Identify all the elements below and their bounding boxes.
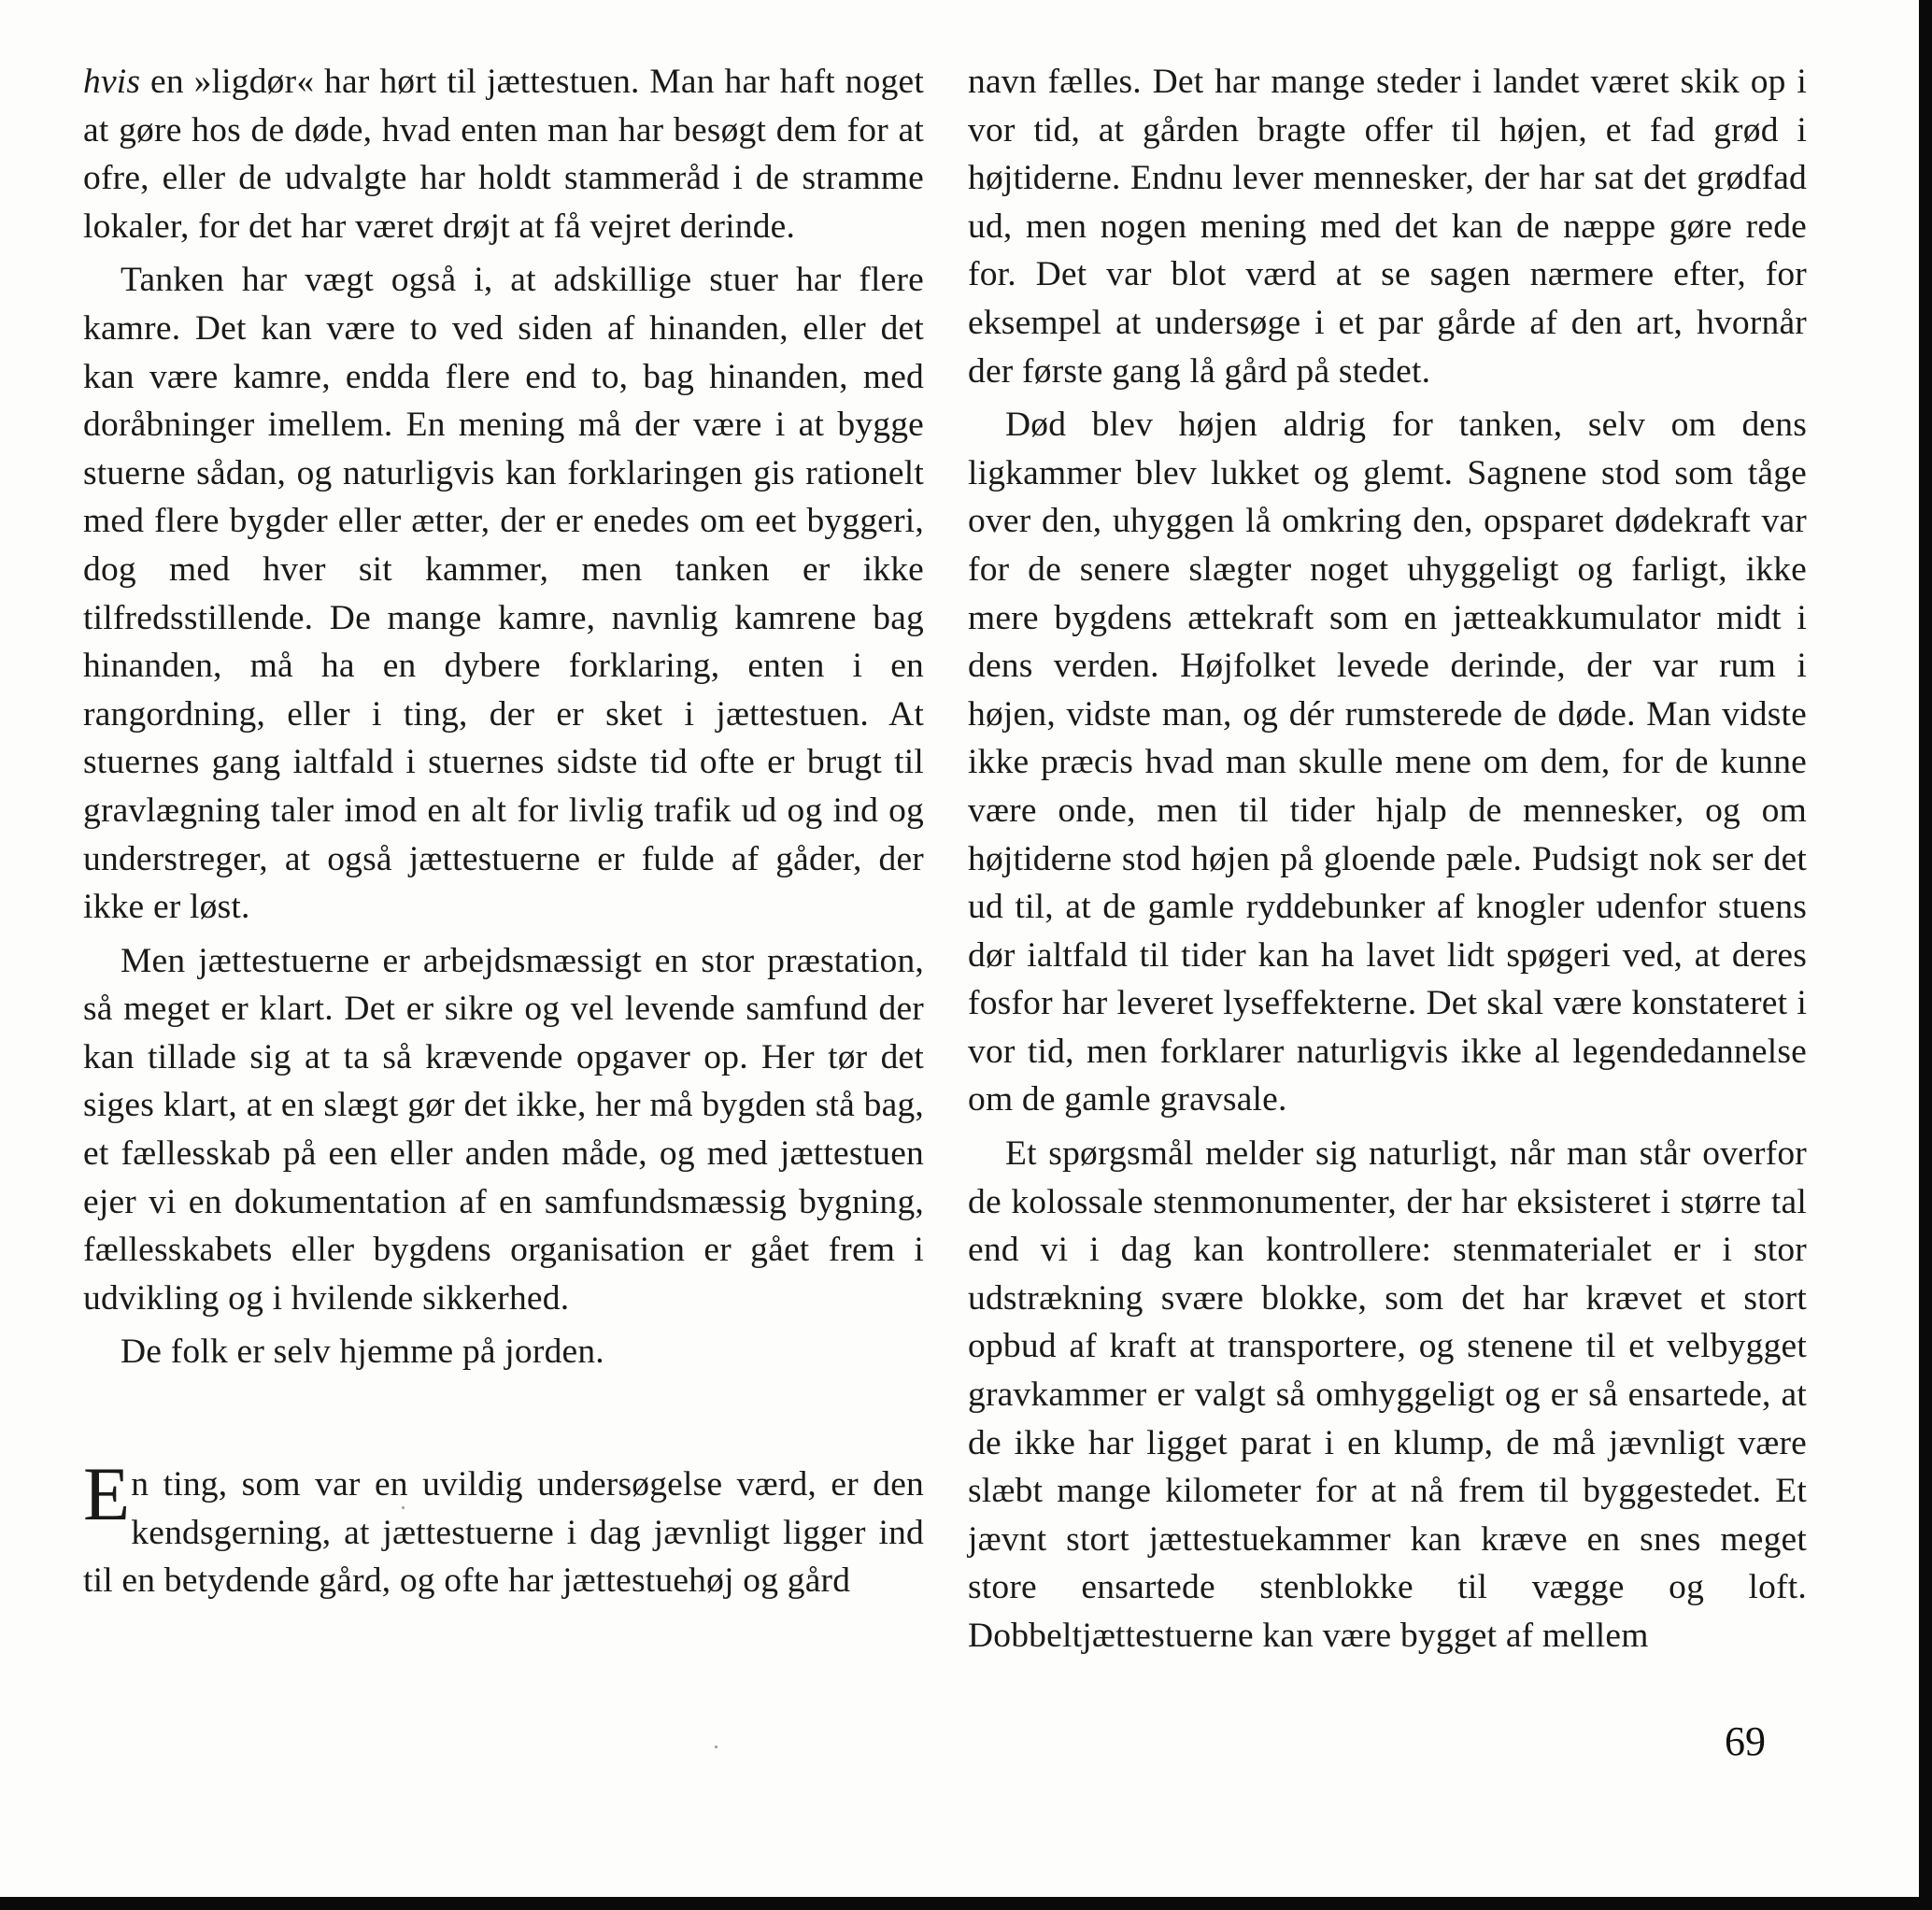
paper-speck [715,1746,717,1748]
paragraph-1-text: en »ligdør« har hørt til jættestuen. Man har haft noget at gøre hos de døde, hvad enten man har besøgt dem for at ofre, eller de udvalgte har holdt stammeråd i de stramme lokaler, for det har været drøjt at få vejret derinde. [83,63,924,246]
paragraph-1 [83,58,924,250]
page-number: 69 [1725,1718,1766,1764]
paragraph-3: Men jættestuerne er arbejdsmæssigt en stor præstation, så meget er klart. Det er sikre og vel levende samfund der kan tillade sig at ta så krævende opgaver op. Her tør det siges klart, at en slægt gør det ikke, her må bygden stå bag, et fællesskab på een eller anden måde, og med jættestuen ejer vi en dokumentation af en samfundsmæssig bygning, fællesskabets eller bygdens organisation er gået frem i udvikling og i hvilende sikkerhed. [83,941,924,1318]
initial-letter: E [83,1451,131,1537]
paragraph-4: De folk er selv hjemme på jorden. [121,1333,604,1372]
left-column [83,58,924,1605]
scan-edge-right [1919,0,1932,1910]
section-opening-paragraph [83,1451,924,1605]
italic-word: hvis [83,63,141,101]
right-column [968,58,1807,1661]
paragraph-7: Et spørgsmål melder sig naturligt, når man står overfor de kolossale stenmonumenter, der har eksisteret i større tal end vi i dag kan kontrollere: stenmaterialet er i stor udstrækning svære blokke, som det har krævet et stort opbud af kraft at transportere, og stenene til et velbygget gravkammer er valgt så omhyggeligt og er så ensartede, at de ikke har ligget parat i en klump, de må jævnligt være slæbt mange kilometer for at nå frem til byggestedet. Et jævnt stort jættestuekammer kan kræve en snes meget store ensartede stenblokke til vægge og loft. Dobbeltjættestuerne kan være bygget af mellem [968,1134,1807,1655]
scan-edge-bottom [0,1897,1932,1910]
section-opening-text: n ting, som var en uvildig undersøgelse værd, er den kendsgerning, at jættestuerne i dag jævnligt ligger ind til en betydende gård, og ofte har jættestuehøj og gård [83,1465,924,1601]
section-break [83,1376,924,1461]
paragraph-2: Tanken har vægt også i, at adskillige stuer har flere kamre. Det kan være to ved siden af hinanden, eller det kan være kamre, endda flere end to, bag hinanden, med doråbninger imellem. En mening må der være i at bygge stuerne sådan, og naturligvis kan forklaringen gis rationelt med flere bygder eller ætter, der er enedes om eet byggeri, dog med hver sit kammer, men tanken er ikke tilfredsstillende. De mange kamre, navnlig kamrene bag hinanden, må ha en dybere forklaring, enten i en rangordning, eller i ting, der er sket i jættestuen. At stuernes gang ialtfald i stuernes sidste tid ofte er brugt til gravlægning taler imod en alt for livlig trafik ud og ind og understreger, at også jættestuerne er fulde af gåder, der ikke er løst. [83,261,924,927]
paragraph-5: navn fælles. Det har mange steder i landet været skik op i vor tid, at gården bragte offer til højen, et fad grød i højtiderne. Endnu lever mennesker, der har sat det grødfad ud, men nogen mening med det kan de næppe gøre rede for. Det var blot værd at se sagen nærmere efter, for eksempel at undersøge i et par gårde af den art, hvornår der første gang lå gård på stedet. [968,63,1807,391]
paper-speck [402,1506,405,1509]
paragraph-6: Død blev højen aldrig for tanken, selv om dens ligkammer blev lukket og glemt. Sagnene stod som tåge over den, uhyggen lå omkring den, opsparet dødekraft var for de senere slægter noget uhyggeligt og farligt, ikke mere bygdens ættekraft som en jætteakkumulator midt i dens verden. Højfolket levede derinde, der var rum i højen, vidste man, og dér rumsterede de døde. Man vidste ikke præcis hvad man skulle mene om dem, for de kunne være onde, men til tider hjalp de mennesker, og om højtiderne stod højen på gloende pæle. Pudsigt nok ser det ud til, at de gamle ryddebunker af knogler udenfor stuens dør ialtfald til tider kan ha lavet lidt spøgeri ved, at deres fosfor har leveret lyseffekterne. Det skal være konstateret i vor tid, men forklarer naturligvis ikke al legendedannelse om de gamle gravsale. [968,406,1807,1119]
